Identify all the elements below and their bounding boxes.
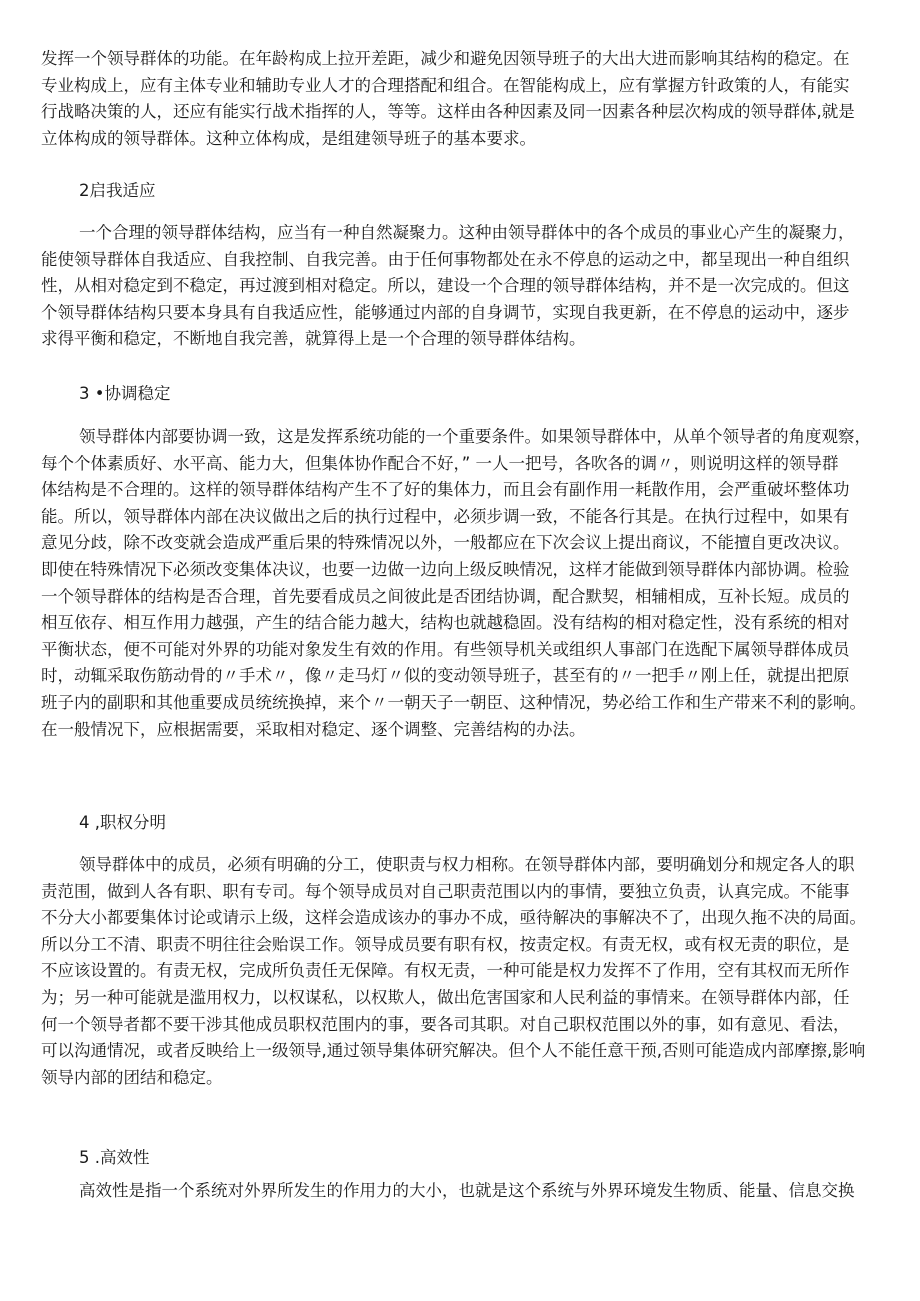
text-line: 领导内部的团结和稳定。 xyxy=(41,1067,223,1087)
text-line: 性，从相对稳定到不稳定，再过渡到相对稳定。所以，建设一个合理的领导群体结构，并不是一次完成的。但这 xyxy=(41,276,850,296)
text-line: 行战略决策的人，还应有能实行战术指挥的人，等等。这样由各种因素及同一因素各种层次构成的领导群体,就是 xyxy=(41,102,855,122)
paragraph-self-adaptation xyxy=(41,220,883,353)
section-heading-efficiency: 5 .高效性 xyxy=(79,1148,150,1167)
text-line: 一个领导群体的结构是否合理，首先要看成员之间彼此是否团结协调，配合默契，相辅相成，互补长短。成员的 xyxy=(41,586,850,606)
text-line: 体结构是不合理的。这样的领导群体结构产生不了好的集体力，而且会有副作用一耗散作用，会严重破坏整体功 xyxy=(41,480,850,500)
text-line: 平衡状态，便不可能对外界的功能对象发生有效的作用。有些领导机关或组织人事部门在选配下属领导群体成员 xyxy=(41,639,850,659)
text-line: 能使领导群体自我适应、自我控制、自我完善。由于任何事物都处在永不停息的运动之中，都呈现出一种自组织 xyxy=(41,249,850,269)
text-line: 每个个体素质好、水平高、能力大，但集体协作配合不好，” 一人一把号，各吹各的调〃，则说明这样的领导群 xyxy=(41,453,839,473)
text-line: 即使在特殊情况下必须改变集体决议，也要一边做一边向上级反映情况，这样才能做到领导群体内部协调。检验 xyxy=(41,559,850,579)
text-line: 领导群体内部要协调一致，这是发挥系统功能的一个重要条件。如果领导群体中，从单个领导者的角度观察， xyxy=(79,427,871,446)
text-line: 何一个领导者都不要干涉其他成员职权范围内的事，要各司其职。对自己职权范围以外的事，如有意见、看法， xyxy=(41,1014,850,1034)
text-line: 高效性是指一个系统对外界所发生的作用力的大小，也就是这个系统与外界环境发生物质、能量、信息交换 xyxy=(79,1181,855,1200)
text-line: 发挥一个领导群体的功能。在年龄构成上拉开差距，减少和避免因领导班子的大出大进而影响其结构的稳定。在 xyxy=(41,49,850,68)
text-line: 专业构成上，应有主体专业和辅助专业人才的合理搭配和组合。在智能构成上，应有掌握方针政策的人，有能实 xyxy=(41,75,850,95)
text-line: 个领导群体结构只要本身具有自我适应性，能够通过内部的自身调节，实现自我更新，在不停息的运动中，逐步 xyxy=(41,302,850,322)
paragraph-efficiency xyxy=(41,1178,883,1205)
paragraph-responsibility xyxy=(41,852,883,1091)
text-line: 领导群体中的成员，必须有明确的分工，使职责与权力相称。在领导群体内部，要明确划分和规定各人的职 xyxy=(79,855,855,874)
text-line: 班子内的副职和其他重要成员统统换掉，来个〃一朝天子一朝臣、这种情况，势必给工作和生产带来不利的影响。 xyxy=(41,692,866,712)
text-line: 为；另一种可能就是滥用权力，以权谋私，以权欺人，做出危害国家和人民利益的事情来。在领导群体内部，任 xyxy=(41,987,850,1007)
text-line: 可以沟通情况，或者反映给上一级领导,通过领导集体研究解决。但个人不能任意干预,否则可能造成内部摩擦,影响 xyxy=(41,1041,866,1061)
text-line: 不分大小都要集体讨论或请示上级，这样会造成该办的事办不成，亟待解决的事解决不了，出现久拖不决的局面。 xyxy=(41,908,866,928)
text-line: 求得平衡和稳定，不断地自我完善，就算得上是一个合理的领导群体结构。 xyxy=(41,329,586,349)
text-line: 相互依存、相互作用力越强，产生的结合能力越大，结构也就越稳固。没有结构的相对稳定性，没有系统的相对 xyxy=(41,613,850,633)
text-line: 在一般情况下，应根据需要，采取相对稳定、逐个调整、完善结构的办法。 xyxy=(41,719,586,739)
text-line: 时，动辄采取伤筋动骨的〃手术〃，像〃走马灯〃似的变动领导班子，甚至有的〃一把手〃刚上任，就提出把原 xyxy=(41,666,850,686)
paragraph-leadership-composition xyxy=(41,46,883,152)
text-line: 责范围，做到人各有职、职有专司。每个领导成员对自己职责范围以内的事情，要独立负责，认真完成。不能事 xyxy=(41,881,850,901)
text-line: 立体构成的领导群体。这种立体构成，是组建领导班子的基本要求。 xyxy=(41,128,536,148)
text-line: 能。所以，领导群体内部在决议做出之后的执行过程中，必须步调一致，不能各行其是。在执行过程中，如果有 xyxy=(41,506,850,526)
text-line: 所以分工不清、职责不明往往会贻误工作。领导成员要有职有权，按责定权。有责无权，或有权无责的职位，是 xyxy=(41,934,850,954)
text-line: 一个合理的领导群体结构，应当有一种自然凝聚力。这种由领导群体中的各个成员的事业心产生的凝聚力， xyxy=(79,223,855,242)
section-heading-self-adaptation: 2启我适应 xyxy=(79,181,156,200)
section-heading-responsibility: 4 ,职权分明 xyxy=(79,813,166,832)
paragraph-coordination xyxy=(41,424,883,743)
text-line: 不应该设置的。有责无权，完成所负责任无保障。有权无责，一种可能是权力发挥不了作用，空有其权而无所作 xyxy=(41,961,850,981)
section-heading-coordination: 3 •协调稳定 xyxy=(79,384,171,403)
text-line: 意见分歧，除不改变就会造成严重后果的特殊情况以外，一般都应在下次会议上提出商议，不能擅自更改决议。 xyxy=(41,533,850,553)
